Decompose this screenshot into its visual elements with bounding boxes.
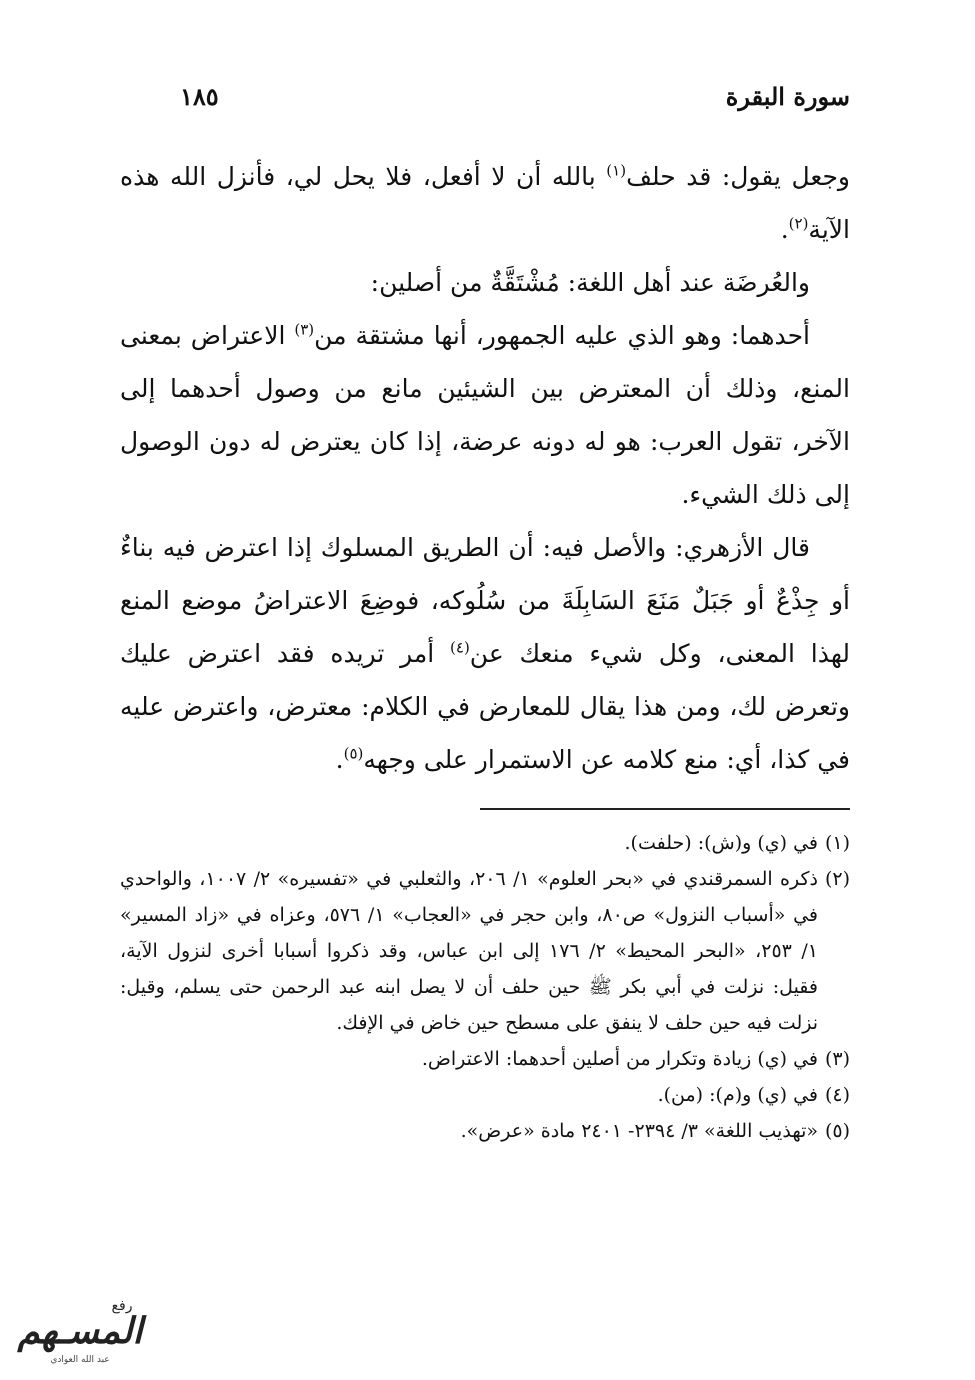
footnote-text: في (ي) زيادة وتكرار من أصلين أحدهما: الاعتراض. bbox=[421, 1048, 818, 1070]
footnote-separator bbox=[480, 808, 850, 810]
paragraph-1-part-c: . bbox=[780, 215, 789, 244]
footnote-ref-3: (٣) bbox=[294, 320, 315, 339]
footnote-ref-1: (١) bbox=[606, 161, 627, 180]
paragraph-4 bbox=[120, 521, 850, 786]
paragraph-3-part-b: الاعتراض بمعنى المنع، وذلك أن المعترض بين الشيئين مانع من وصول أحدهما إلى الآخر، تقول العرب: هو له دونه عرضة، إذا كان يعترض له دون الوصول إلى ذلك الشيء. bbox=[120, 321, 850, 509]
footnote-1 bbox=[120, 825, 850, 861]
logo-sub-text: عبد الله العوادي bbox=[50, 1355, 110, 1365]
main-text bbox=[120, 150, 850, 786]
footnote-number: (٤) bbox=[824, 1084, 850, 1106]
footnotes bbox=[120, 825, 850, 1149]
footnote-text: في (ي) و(م): (من). bbox=[657, 1084, 818, 1106]
footnote-number: (٣) bbox=[824, 1048, 850, 1070]
page-header bbox=[120, 82, 850, 122]
logo-small-text: رفع bbox=[111, 1298, 133, 1314]
page-number: ١٨٥ bbox=[180, 82, 219, 111]
footnote-text: ذكره السمرقندي في «بحر العلوم» ١/ ٢٠٦، والثعلبي في «تفسيره» ٢/ ١٠٠٧، والواحدي في «أسباب النزول» ص٨٠، وابن حجر في «العجاب» ١/ ٥٧٦، وعزاه في «زاد المسير» ١/ ٢٥٣، «البحر المحيط» ٢/ ١٧٦ إلى ابن عباس، وقد ذكروا أسبابا أخرى لنزول الآية، فقيل: نزلت في أبي بكر ﷺ حين حلف أن لا يصل ابنه عبد الرحمن حتى يسلم، وقيل: نزلت فيه حين حلف لا ينفق على مسطح حين خاض في الإفك. bbox=[120, 868, 818, 1034]
paragraph-1-part-b: بالله أن لا أفعل، فلا يحل لي، فأنزل الله هذه الآية bbox=[120, 162, 850, 244]
footnote-number: (٥) bbox=[824, 1120, 850, 1142]
paragraph-3-part-a: أحدهما: وهو الذي عليه الجمهور، أنها مشتقة من bbox=[314, 321, 810, 350]
paragraph-2: والعُرضَة عند أهل اللغة: مُشْتَقَّةٌ من أصلين: bbox=[370, 268, 810, 297]
footnote-ref-2: (٢) bbox=[788, 214, 809, 233]
paragraph-1 bbox=[120, 150, 850, 256]
surah-title: سورة البقرة bbox=[725, 82, 850, 111]
publisher-logo bbox=[10, 1288, 150, 1368]
footnote-3 bbox=[120, 1041, 850, 1077]
paragraph-1-part-a: وجعل يقول: قد حلف bbox=[626, 162, 850, 191]
footnote-4 bbox=[120, 1077, 850, 1113]
footnote-2 bbox=[120, 861, 850, 1041]
footnote-number: (٢) bbox=[824, 868, 850, 890]
footnote-ref-4: (٤) bbox=[450, 638, 470, 657]
paragraph-3 bbox=[120, 309, 850, 521]
logo-graphic bbox=[10, 1288, 150, 1368]
paragraph-4-part-a: قال الأزهري: والأصل فيه: أن الطريق المسلوك إذا اعترض فيه بناءٌ أو جِذْعٌ أو جَبَلٌ مَنَعَ السَابِلَةَ من سُلُوكه، فوضِعَ الاعتراضُ موضع المنع لهذا المعنى، وكل شيء منعك عن bbox=[120, 533, 850, 668]
paragraph-4-part-c: . bbox=[335, 745, 344, 774]
footnote-ref-5: (٥) bbox=[343, 744, 364, 763]
footnote-text: «تهذيب اللغة» ٣/ ٢٣٩٤- ٢٤٠١ مادة «عرض». bbox=[460, 1120, 818, 1142]
logo-main-text: المسـهم bbox=[17, 1310, 143, 1352]
footnote-text: في (ي) و(ش): (حلفت). bbox=[624, 832, 818, 854]
footnote-5 bbox=[120, 1113, 850, 1149]
footnote-number: (١) bbox=[824, 832, 850, 854]
paragraph-4-part-b: أمر تريده فقد اعترض عليك وتعرض لك، ومن هذا يقال للمعارض في الكلام: معترض، واعترض عليه في كذا، أي: منع كلامه عن الاستمرار على وجهه bbox=[120, 639, 850, 774]
